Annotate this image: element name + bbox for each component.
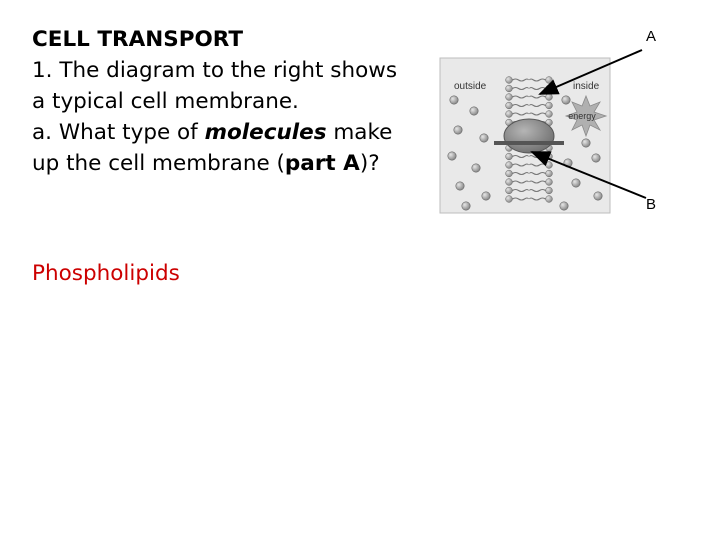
question-1-line-1: 1. The diagram to the right shows: [32, 58, 398, 83]
question-a-line-2-suffix: )?: [359, 151, 380, 176]
membrane-svg: [436, 18, 720, 218]
inside-label: inside: [573, 81, 600, 92]
label-b: B: [646, 196, 657, 213]
answer-text: Phospholipids: [32, 261, 180, 286]
question-a-prefix: a. What type of: [32, 120, 205, 145]
question-a-suffix: make: [326, 120, 393, 145]
question-a-line-2-prefix: up the cell membrane (: [32, 151, 285, 176]
question-a-part-label: part A: [284, 151, 360, 176]
question-1-line-2: a typical cell membrane.: [32, 89, 299, 114]
question-a-line-2: [32, 148, 432, 179]
question-text: [32, 24, 432, 179]
label-a: A: [646, 28, 657, 45]
membrane-protein: [504, 119, 554, 153]
question-a-emphasis: molecules: [204, 120, 327, 145]
outside-label: outside: [454, 81, 487, 92]
protein-channel: [494, 141, 564, 145]
question-a-line-1: [32, 117, 432, 148]
cell-membrane-diagram: [436, 18, 720, 218]
energy-label: energy: [568, 111, 596, 121]
slide-title: CELL TRANSPORT: [32, 27, 243, 52]
